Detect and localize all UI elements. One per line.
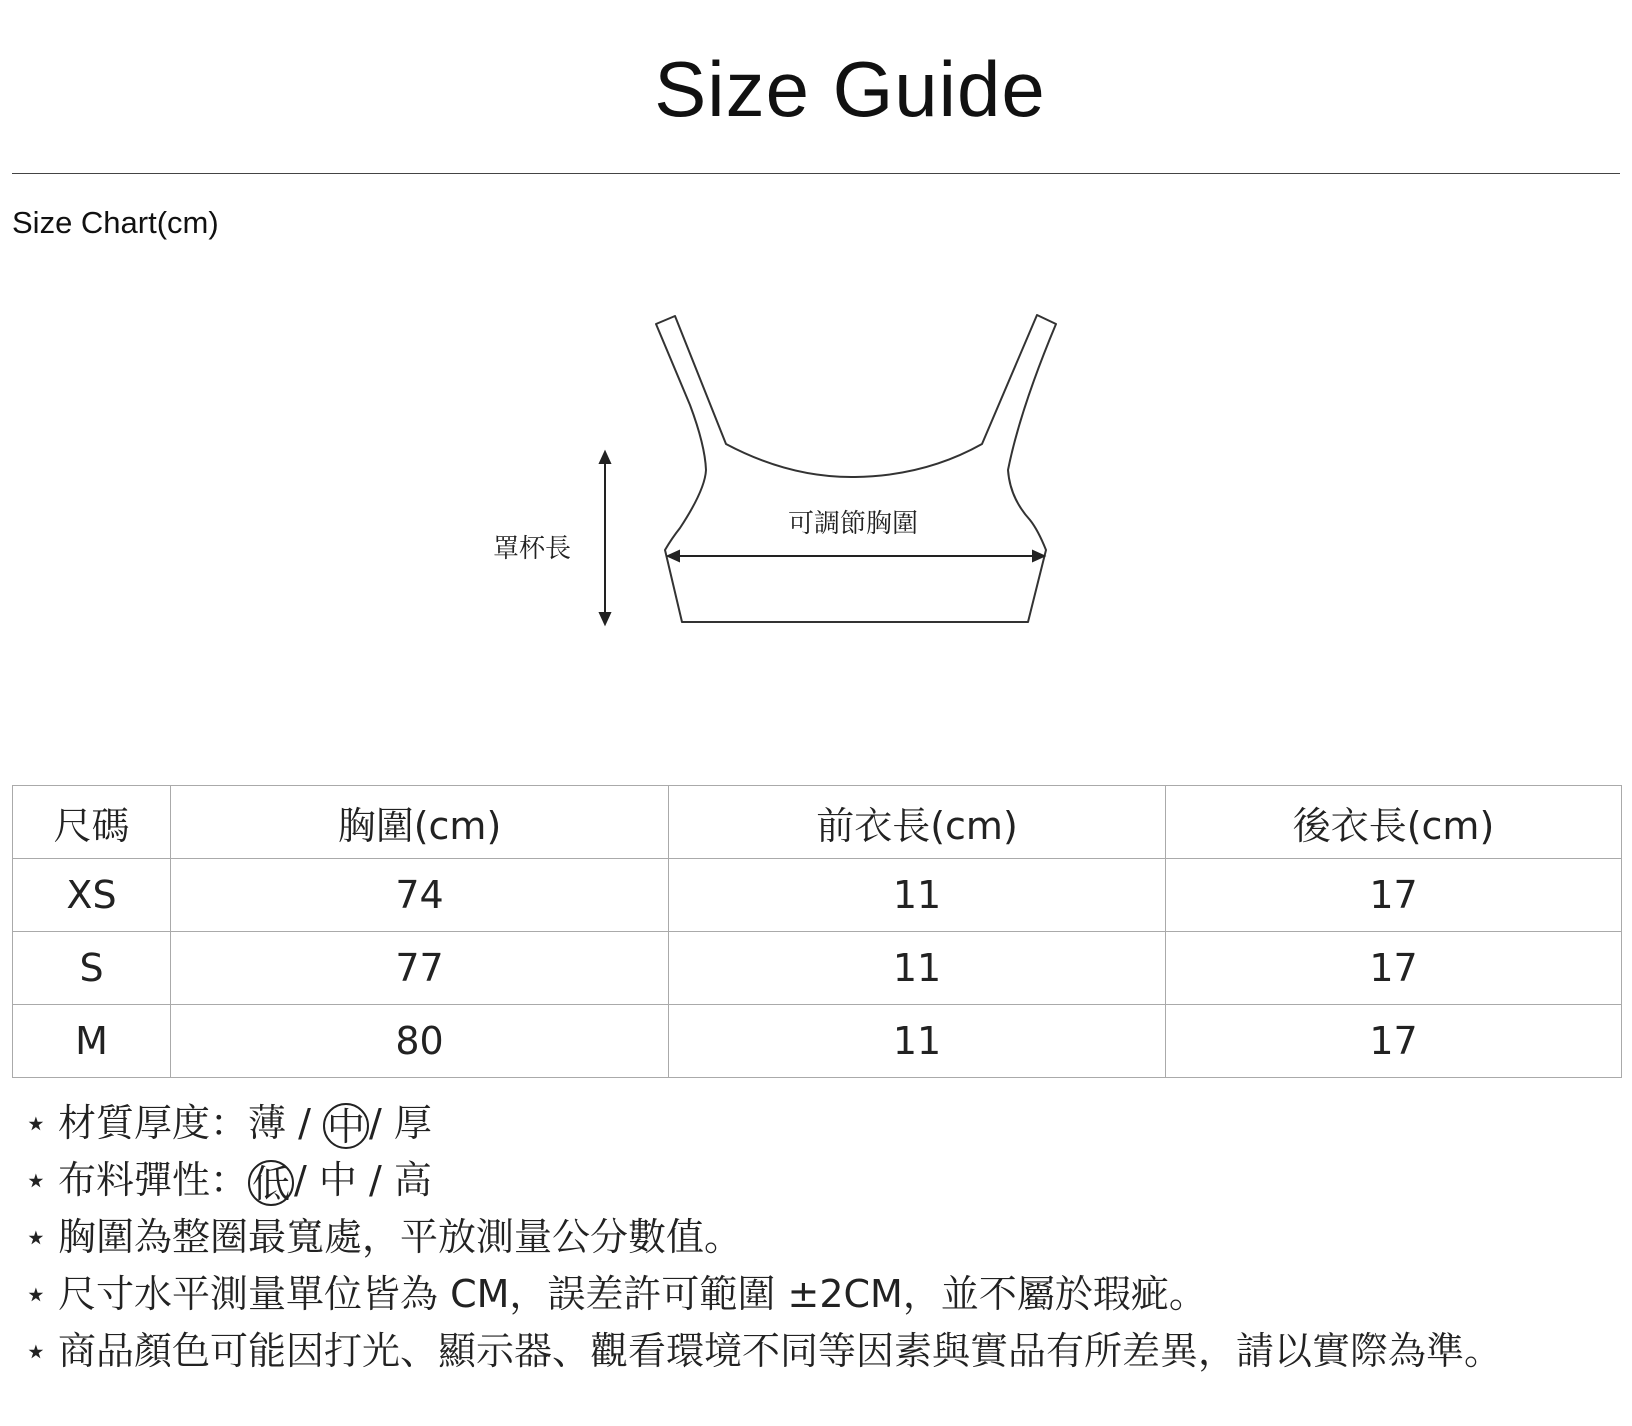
table-header-row <box>13 786 1622 859</box>
note-text: 尺寸水平測量單位皆為 CM，誤差許可範圍 ±2CM，並不屬於瑕疵。 <box>58 1272 1207 1316</box>
option-thin: 薄 <box>248 1101 287 1145</box>
option-thick: 厚 <box>393 1101 432 1145</box>
bust-width-arrow <box>668 551 1044 561</box>
separator: / <box>286 1101 323 1145</box>
adjustable-bust-label: 可調節胸圍 <box>788 509 919 539</box>
cell-back-length: 17 <box>1166 859 1622 932</box>
note-bust-measure <box>24 1209 1502 1266</box>
table-row <box>13 1005 1622 1078</box>
size-chart-heading: Size Chart(cm) <box>12 205 219 240</box>
option-medium: 中 <box>318 1158 357 1202</box>
cell-bust: 77 <box>171 932 669 1005</box>
note-tolerance <box>24 1266 1502 1323</box>
cell-size: M <box>13 1005 171 1078</box>
note-elasticity <box>24 1152 1502 1209</box>
separator: / <box>356 1158 394 1202</box>
size-table <box>12 785 1622 1078</box>
note-thickness <box>24 1095 1502 1152</box>
star-icon: ⋆ <box>24 1329 48 1373</box>
cell-back-length: 17 <box>1166 932 1622 1005</box>
star-icon: ⋆ <box>24 1272 48 1316</box>
separator: / <box>294 1158 319 1202</box>
notes <box>24 1095 1502 1380</box>
cell-back-length: 17 <box>1166 1005 1622 1078</box>
note-text: 商品顏色可能因打光、顯示器、觀看環境不同等因素與實品有所差異，請以實際為準。 <box>58 1329 1503 1373</box>
garment-diagram <box>470 300 1070 640</box>
cell-bust: 80 <box>171 1005 669 1078</box>
star-icon: ⋆ <box>24 1215 48 1259</box>
table-row <box>13 932 1622 1005</box>
cup-length-arrow <box>600 452 610 624</box>
header-back-length: 後衣長(cm) <box>1166 786 1622 859</box>
note-color-disclaimer <box>24 1323 1502 1380</box>
star-icon: ⋆ <box>24 1158 48 1202</box>
option-low-selected: 低 <box>248 1160 294 1206</box>
note-text: 胸圍為整圈最寬處，平放測量公分數值。 <box>58 1215 743 1259</box>
garment-outline <box>656 315 1056 622</box>
cell-front-length: 11 <box>669 932 1166 1005</box>
cup-length-label: 罩杯長 <box>493 534 572 564</box>
separator: / <box>369 1101 394 1145</box>
cell-front-length: 11 <box>669 1005 1166 1078</box>
star-icon: ⋆ <box>24 1101 48 1145</box>
page-title: Size Guide <box>654 45 1046 133</box>
cell-size: S <box>13 932 171 1005</box>
header-size: 尺碼 <box>13 786 171 859</box>
header-front-length: 前衣長(cm) <box>669 786 1166 859</box>
cell-front-length: 11 <box>669 859 1166 932</box>
cell-size: XS <box>13 859 171 932</box>
option-high: 高 <box>393 1158 432 1202</box>
cell-bust: 74 <box>171 859 669 932</box>
header-bust: 胸圍(cm) <box>171 786 669 859</box>
option-medium-selected: 中 <box>323 1103 369 1149</box>
note-label: 布料彈性： <box>58 1158 249 1202</box>
title-divider <box>12 173 1620 174</box>
note-label: 材質厚度： <box>58 1101 249 1145</box>
table-row <box>13 859 1622 932</box>
